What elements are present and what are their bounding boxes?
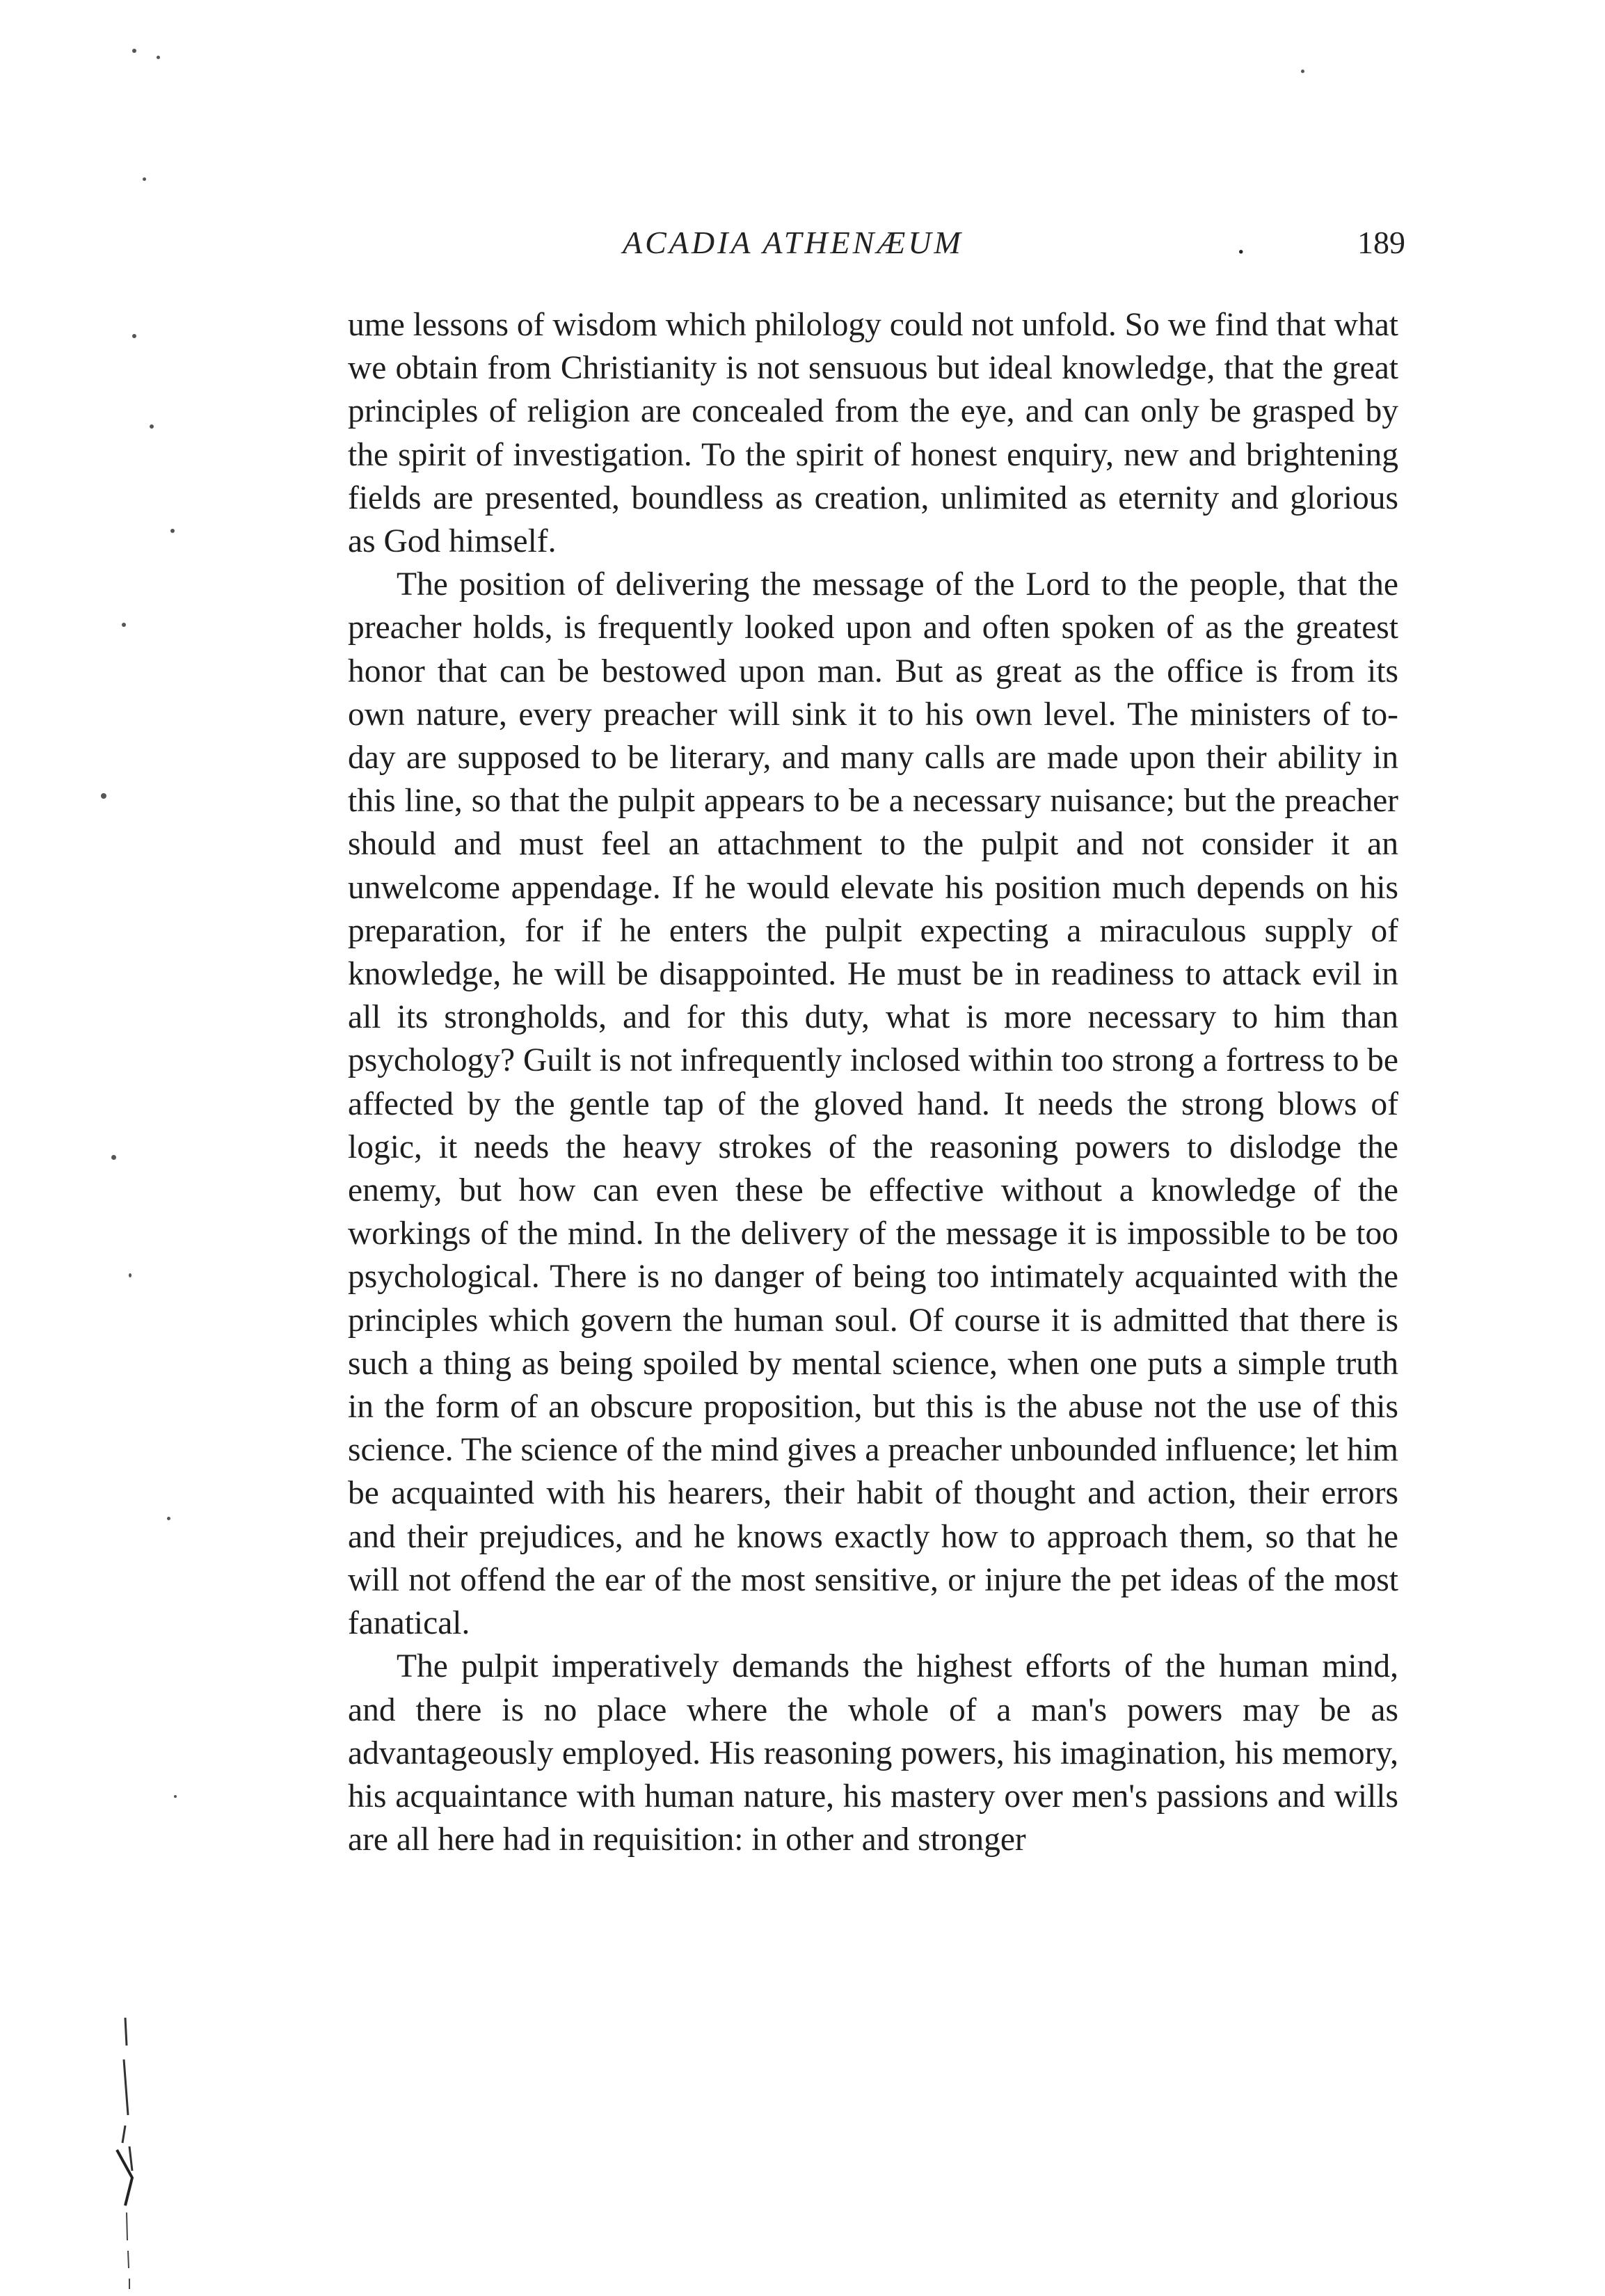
- header-separator: .: [1237, 225, 1245, 260]
- paragraph-2: The position of delivering the message of the Lord to the people, that the preacher holds, is frequently looked upon and often spoken of as the greatest honor that can be bestowed upon man. But as great as the office is from its own nature, every preacher will sink it to his own level. The ministers of to-day are supposed to be literary, and many calls are made upon their ability in this line, so that the pulpit appears to be a necessary nuisance; but the preacher should and must feel an attachment to the pulpit and not consider it an unwelcome appendage. If he would elevate his position much depends on his preparation, for if he enters the pulpit expecting a miraculous supply of knowledge, he will be disappointed. He must be in readiness to attack evil in all its strongholds, and for this duty, what is more necessary to him than psychology? Guilt is not infrequently inclosed within too strong a fortress to be affected by the gentle tap of the gloved hand. It needs the strong blows of logic, it needs the heavy strokes of the reasoning powers to dislodge the enemy, but how can even these be effective without a knowledge of the workings of the mind. In the delivery of the message it is impossible to be too psychological. There is no danger of being too intimately acquainted with the principles which govern the human soul. Of course it is admitted that there is such a thing as being spoiled by mental science, when one puts a simple truth in the form of an obscure proposition, but this is the abuse not the use of this science. The science of the mind gives a preacher unbounded influence; let him be acquainted with his hearers, their habit of thought and action, their errors and their prejudices, and he knows exactly how to approach them, so that he will not offend the ear of the most sensitive, or injure the pet ideas of the most fanatical.: [348, 566, 1398, 1642]
- paragraph-1: ume lessons of wisdom which philology could not unfold. So we find that what we obtain from Christianity is not sensuous but ideal knowledge, that the great principles of religion are concealed from the eye, and can only be grasped by the spirit of investigation. To the spirit of honest enquiry, new and brightening fields are presented, boundless as creation, unlimited as eternity and glorious as God himself.: [348, 307, 1398, 560]
- scan-speck: [167, 1517, 170, 1520]
- scan-speck: [170, 529, 175, 533]
- scan-speck: [157, 56, 160, 59]
- scan-speck: [122, 623, 126, 627]
- scan-speck: [132, 49, 136, 53]
- scan-speck: [129, 1273, 131, 1277]
- article-body: [348, 303, 1398, 1861]
- scan-speck: [132, 334, 136, 338]
- page-number: 189: [1357, 225, 1405, 260]
- scan-speck: [174, 1795, 177, 1798]
- page-header: [348, 224, 1405, 273]
- running-title: ACADIA ATHENÆUM: [623, 225, 964, 260]
- scan-speck: [111, 1155, 116, 1160]
- scan-speck: [143, 177, 146, 181]
- scan-speck: [150, 424, 154, 429]
- scan-speck: [101, 793, 106, 799]
- binding-edge-mark: [104, 2004, 146, 2296]
- scan-speck: [1301, 70, 1304, 73]
- paragraph-3: The pulpit imperatively demands the highest efforts of the human mind, and there is no place where the whole of a man's powers may be as advantageously employed. His reasoning powers, his imagination, his memory, his acquaintance with human nature, his mastery over men's passions and wills are all here had in requisition: in other and stronger: [348, 1648, 1398, 1858]
